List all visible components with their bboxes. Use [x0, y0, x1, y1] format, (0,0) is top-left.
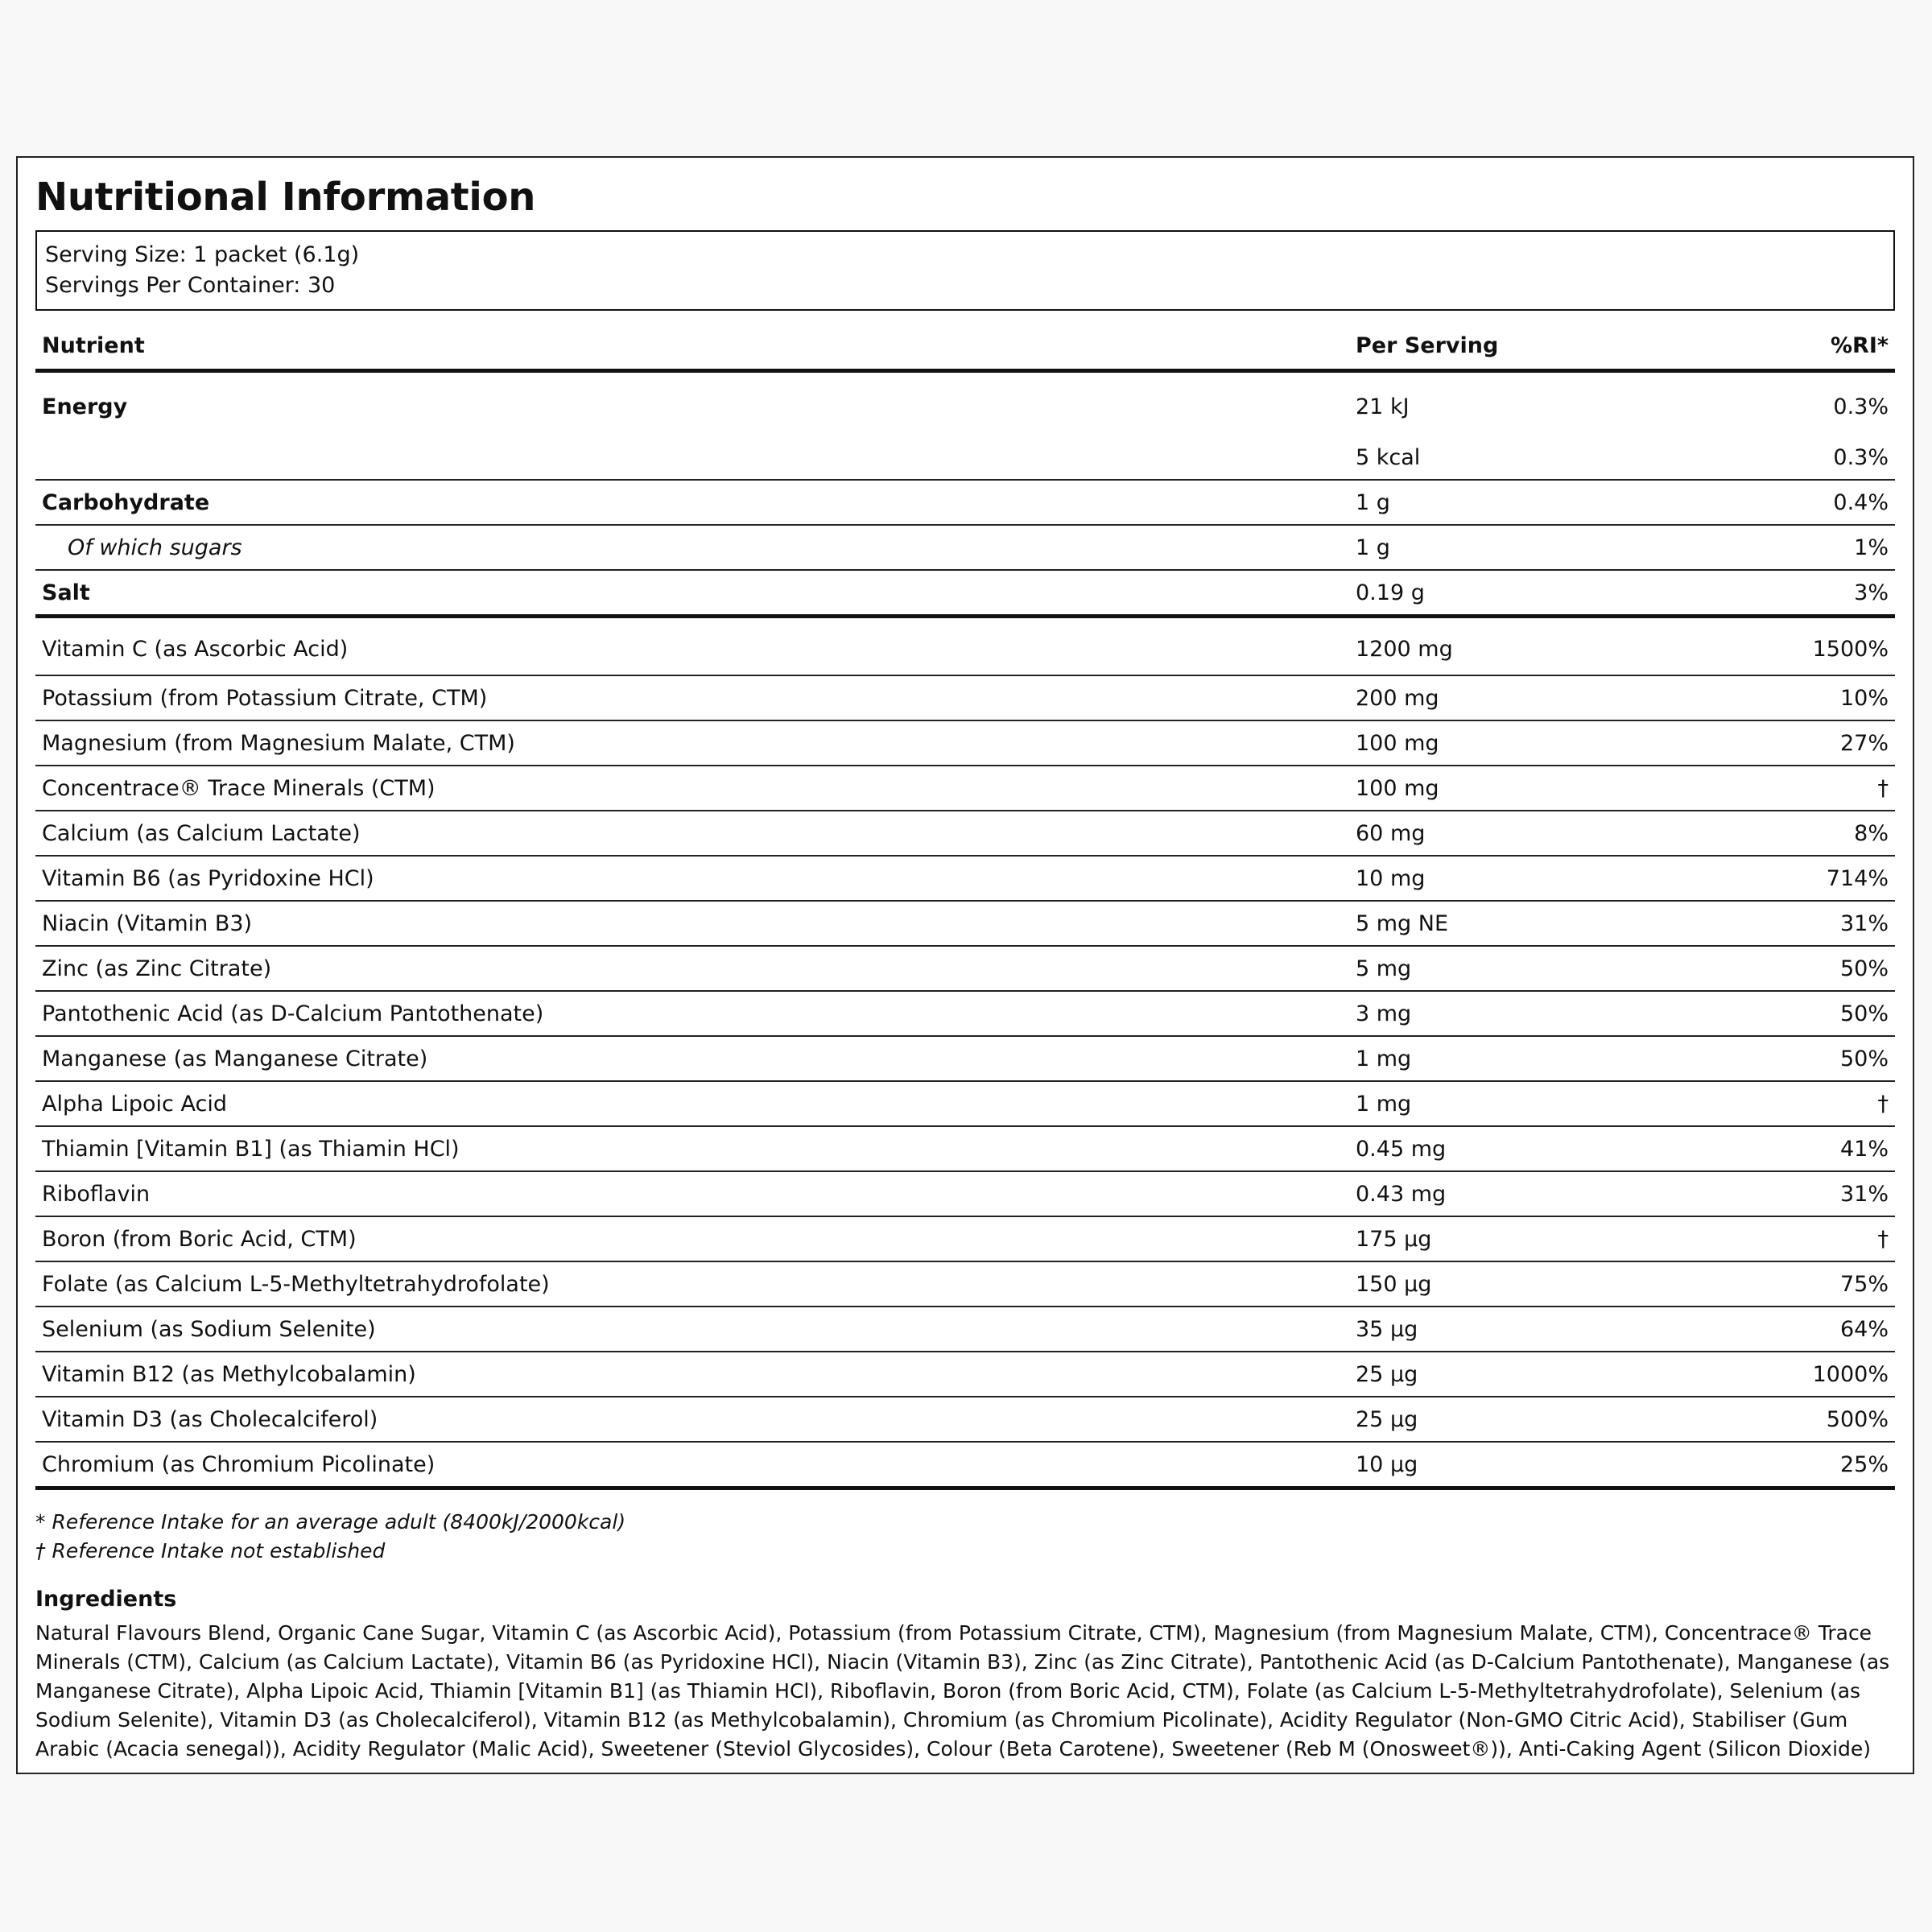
- nutrient-amount: 100 mg: [1349, 766, 1700, 811]
- nutrient-amount: 1 mg: [1349, 1036, 1700, 1081]
- nutrient-ri: 1000%: [1700, 1352, 1895, 1397]
- nutrient-amount: 0.45 mg: [1349, 1126, 1700, 1171]
- nutrition-panel: [16, 156, 1914, 1774]
- table-row-sugars: [35, 525, 1895, 570]
- nutrient-ri: †: [1700, 766, 1895, 811]
- nutrient-amount: 1 g: [1349, 480, 1700, 525]
- nutrient-ri: 25%: [1700, 1442, 1895, 1488]
- nutrient-amount: 150 µg: [1349, 1261, 1700, 1307]
- ingredients-title: Ingredients: [35, 1587, 177, 1612]
- table-row: [35, 1442, 1895, 1488]
- nutrient-amount: 175 µg: [1349, 1216, 1700, 1261]
- nutrient-ri: 0.3%: [1700, 436, 1895, 480]
- nutrient-name: Pantothenic Acid (as D-Calcium Pantothenate): [35, 991, 1349, 1036]
- nutrient-amount: 1200 mg: [1349, 617, 1700, 676]
- nutrient-name: Boron (from Boric Acid, CTM): [35, 1216, 1349, 1261]
- table-row: [35, 1307, 1895, 1352]
- nutrient-name: Concentrace® Trace Minerals (CTM): [35, 766, 1349, 811]
- nutrient-name: Vitamin B12 (as Methylcobalamin): [35, 1352, 1349, 1397]
- table-row: [35, 991, 1895, 1036]
- nutrient-amount: 60 mg: [1349, 811, 1700, 856]
- nutrient-name: Riboflavin: [35, 1171, 1349, 1216]
- table-row: [35, 856, 1895, 901]
- nutrient-name: Potassium (from Potassium Citrate, CTM): [35, 675, 1349, 720]
- table-row: [35, 946, 1895, 991]
- table-row: [35, 1397, 1895, 1442]
- table-row: [35, 901, 1895, 946]
- table-row-salt: [35, 570, 1895, 617]
- header-ri: %RI*: [1700, 322, 1895, 371]
- nutrient-amount: 1 mg: [1349, 1081, 1700, 1126]
- nutrient-ri: 1%: [1700, 525, 1895, 570]
- nutrient-amount: 25 µg: [1349, 1397, 1700, 1442]
- table-row: [35, 617, 1895, 676]
- nutrient-amount: 10 µg: [1349, 1442, 1700, 1488]
- table-row-carbohydrate: [35, 480, 1895, 525]
- nutrient-amount: 25 µg: [1349, 1352, 1700, 1397]
- nutrient-amount: 1 g: [1349, 525, 1700, 570]
- nutrient-ri: 1500%: [1700, 617, 1895, 676]
- nutrient-name: Vitamin B6 (as Pyridoxine HCl): [35, 856, 1349, 901]
- table-row: [35, 1171, 1895, 1216]
- nutrient-amount: 5 kcal: [1349, 436, 1700, 480]
- table-row: [35, 1352, 1895, 1397]
- nutrient-name: Vitamin C (as Ascorbic Acid): [35, 617, 1349, 676]
- nutrient-name: Calcium (as Calcium Lactate): [35, 811, 1349, 856]
- table-row: [35, 1081, 1895, 1126]
- nutrient-name: Niacin (Vitamin B3): [35, 901, 1349, 946]
- nutrient-amount: 5 mg NE: [1349, 901, 1700, 946]
- nutrient-name: Selenium (as Sodium Selenite): [35, 1307, 1349, 1352]
- nutrient-name: Vitamin D3 (as Cholecalciferol): [35, 1397, 1349, 1442]
- nutrient-name: Folate (as Calcium L-5-Methyltetrahydrofolate): [35, 1261, 1349, 1307]
- nutrient-ri: 27%: [1700, 720, 1895, 766]
- nutrient-amount: 35 µg: [1349, 1307, 1700, 1352]
- nutrient-ri: 500%: [1700, 1397, 1895, 1442]
- nutrient-ri: 714%: [1700, 856, 1895, 901]
- nutrient-ri: 3%: [1700, 570, 1895, 617]
- nutrient-name: [35, 436, 1349, 480]
- nutrition-table: [35, 322, 1895, 1490]
- table-row: [35, 1261, 1895, 1307]
- nutrient-ri: 41%: [1700, 1126, 1895, 1171]
- nutrient-ri: †: [1700, 1216, 1895, 1261]
- nutrient-name: Salt: [35, 570, 1349, 617]
- nutrient-name: Magnesium (from Magnesium Malate, CTM): [35, 720, 1349, 766]
- nutrient-name: Alpha Lipoic Acid: [35, 1081, 1349, 1126]
- nutrient-ri: 75%: [1700, 1261, 1895, 1307]
- vitamin-rows: [35, 617, 1895, 1488]
- nutrient-ri: 50%: [1700, 991, 1895, 1036]
- servings-per-container: Servings Per Container: 30: [45, 273, 336, 298]
- nutrient-amount: 10 mg: [1349, 856, 1700, 901]
- nutrient-amount: 0.43 mg: [1349, 1171, 1700, 1216]
- nutrient-amount: 200 mg: [1349, 675, 1700, 720]
- table-row: [35, 675, 1895, 720]
- nutrient-ri: 64%: [1700, 1307, 1895, 1352]
- nutrient-name: Thiamin [Vitamin B1] (as Thiamin HCl): [35, 1126, 1349, 1171]
- table-row: [35, 720, 1895, 766]
- table-row: [35, 811, 1895, 856]
- footnote-ri: * Reference Intake for an average adult (8400kJ/2000kcal): [35, 1510, 626, 1534]
- serving-size: Serving Size: 1 packet (6.1g): [45, 242, 360, 267]
- nutrient-amount: 3 mg: [1349, 991, 1700, 1036]
- nutrient-ri: 0.3%: [1833, 394, 1889, 419]
- nutrient-amount: 0.19 g: [1349, 570, 1700, 617]
- footnote-dagger: † Reference Intake not established: [35, 1539, 386, 1563]
- nutrient-ri: 50%: [1700, 1036, 1895, 1081]
- table-row: [35, 1036, 1895, 1081]
- nutrient-amount: 5 mg: [1349, 946, 1700, 991]
- nutrient-ri: †: [1700, 1081, 1895, 1126]
- serving-info-box: [35, 230, 1895, 311]
- nutrient-name: Energy: [42, 394, 128, 419]
- table-row: [35, 1216, 1895, 1261]
- nutrient-ri: 10%: [1700, 675, 1895, 720]
- table-row-energy-kj: [35, 371, 1895, 436]
- page-title: Nutritional Information: [35, 175, 536, 220]
- nutrient-ri: 31%: [1700, 1171, 1895, 1216]
- ingredients-text: Natural Flavours Blend, Organic Cane Sugar, Vitamin C (as Ascorbic Acid), Potassium (from Potassium Citrate, CTM), Magnesium (from Magnesium Malate, CTM), Concentrace® Trace Minerals (CTM), Calcium (as Calcium Lactate), Vitamin B6 (as Pyridoxine HCl), Niacin (Vitamin B3), Zinc (as Zinc Citrate), Pantothenic Acid (as D-Calcium Pantothenate), Manganese (as Manganese Citrate), Alpha Lipoic Acid, Thiamin [Vitamin B1] (as Thiamin HCl), Riboflavin, Boron (from Boric Acid, CTM), Folate (as Calcium L-5-Methyltetrahydrofolate), Selenium (as Sodium Selenite), Vitamin D3 (as Cholecalciferol), Vitamin B12 (as Methylcobalamin), Chromium (as Chromium Picolinate), Acidity Regulator (Non-GMO Citric Acid), Stabiliser (Gum Arabic (Acacia senegal)), Acidity Regulator (Malic Acid), Sweetener (Steviol Glycosides), Colour (Beta Carotene), Sweetener (Reb M (Onosweet®)), Anti-Caking Agent (Silicon Dioxide): [35, 1621, 1890, 1761]
- header-nutrient: Nutrient: [35, 322, 1349, 371]
- header-per-serving: Per Serving: [1349, 322, 1700, 371]
- table-row: [35, 766, 1895, 811]
- nutrient-ri: 31%: [1700, 901, 1895, 946]
- nutrient-name: Chromium (as Chromium Picolinate): [35, 1442, 1349, 1488]
- table-header-row: [35, 322, 1895, 371]
- nutrient-name: Zinc (as Zinc Citrate): [35, 946, 1349, 991]
- table-row-energy-kcal: [35, 436, 1895, 480]
- footnotes: [35, 1508, 1895, 1566]
- nutrient-ri: 0.4%: [1700, 480, 1895, 525]
- nutrient-ri: 50%: [1700, 946, 1895, 991]
- nutrient-ri: 8%: [1700, 811, 1895, 856]
- nutrient-name: Carbohydrate: [35, 480, 1349, 525]
- table-row: [35, 1126, 1895, 1171]
- nutrient-amount: 21 kJ: [1356, 394, 1410, 419]
- nutrient-name: Of which sugars: [35, 525, 1349, 570]
- nutrient-name: Manganese (as Manganese Citrate): [35, 1036, 1349, 1081]
- nutrient-amount: 100 mg: [1349, 720, 1700, 766]
